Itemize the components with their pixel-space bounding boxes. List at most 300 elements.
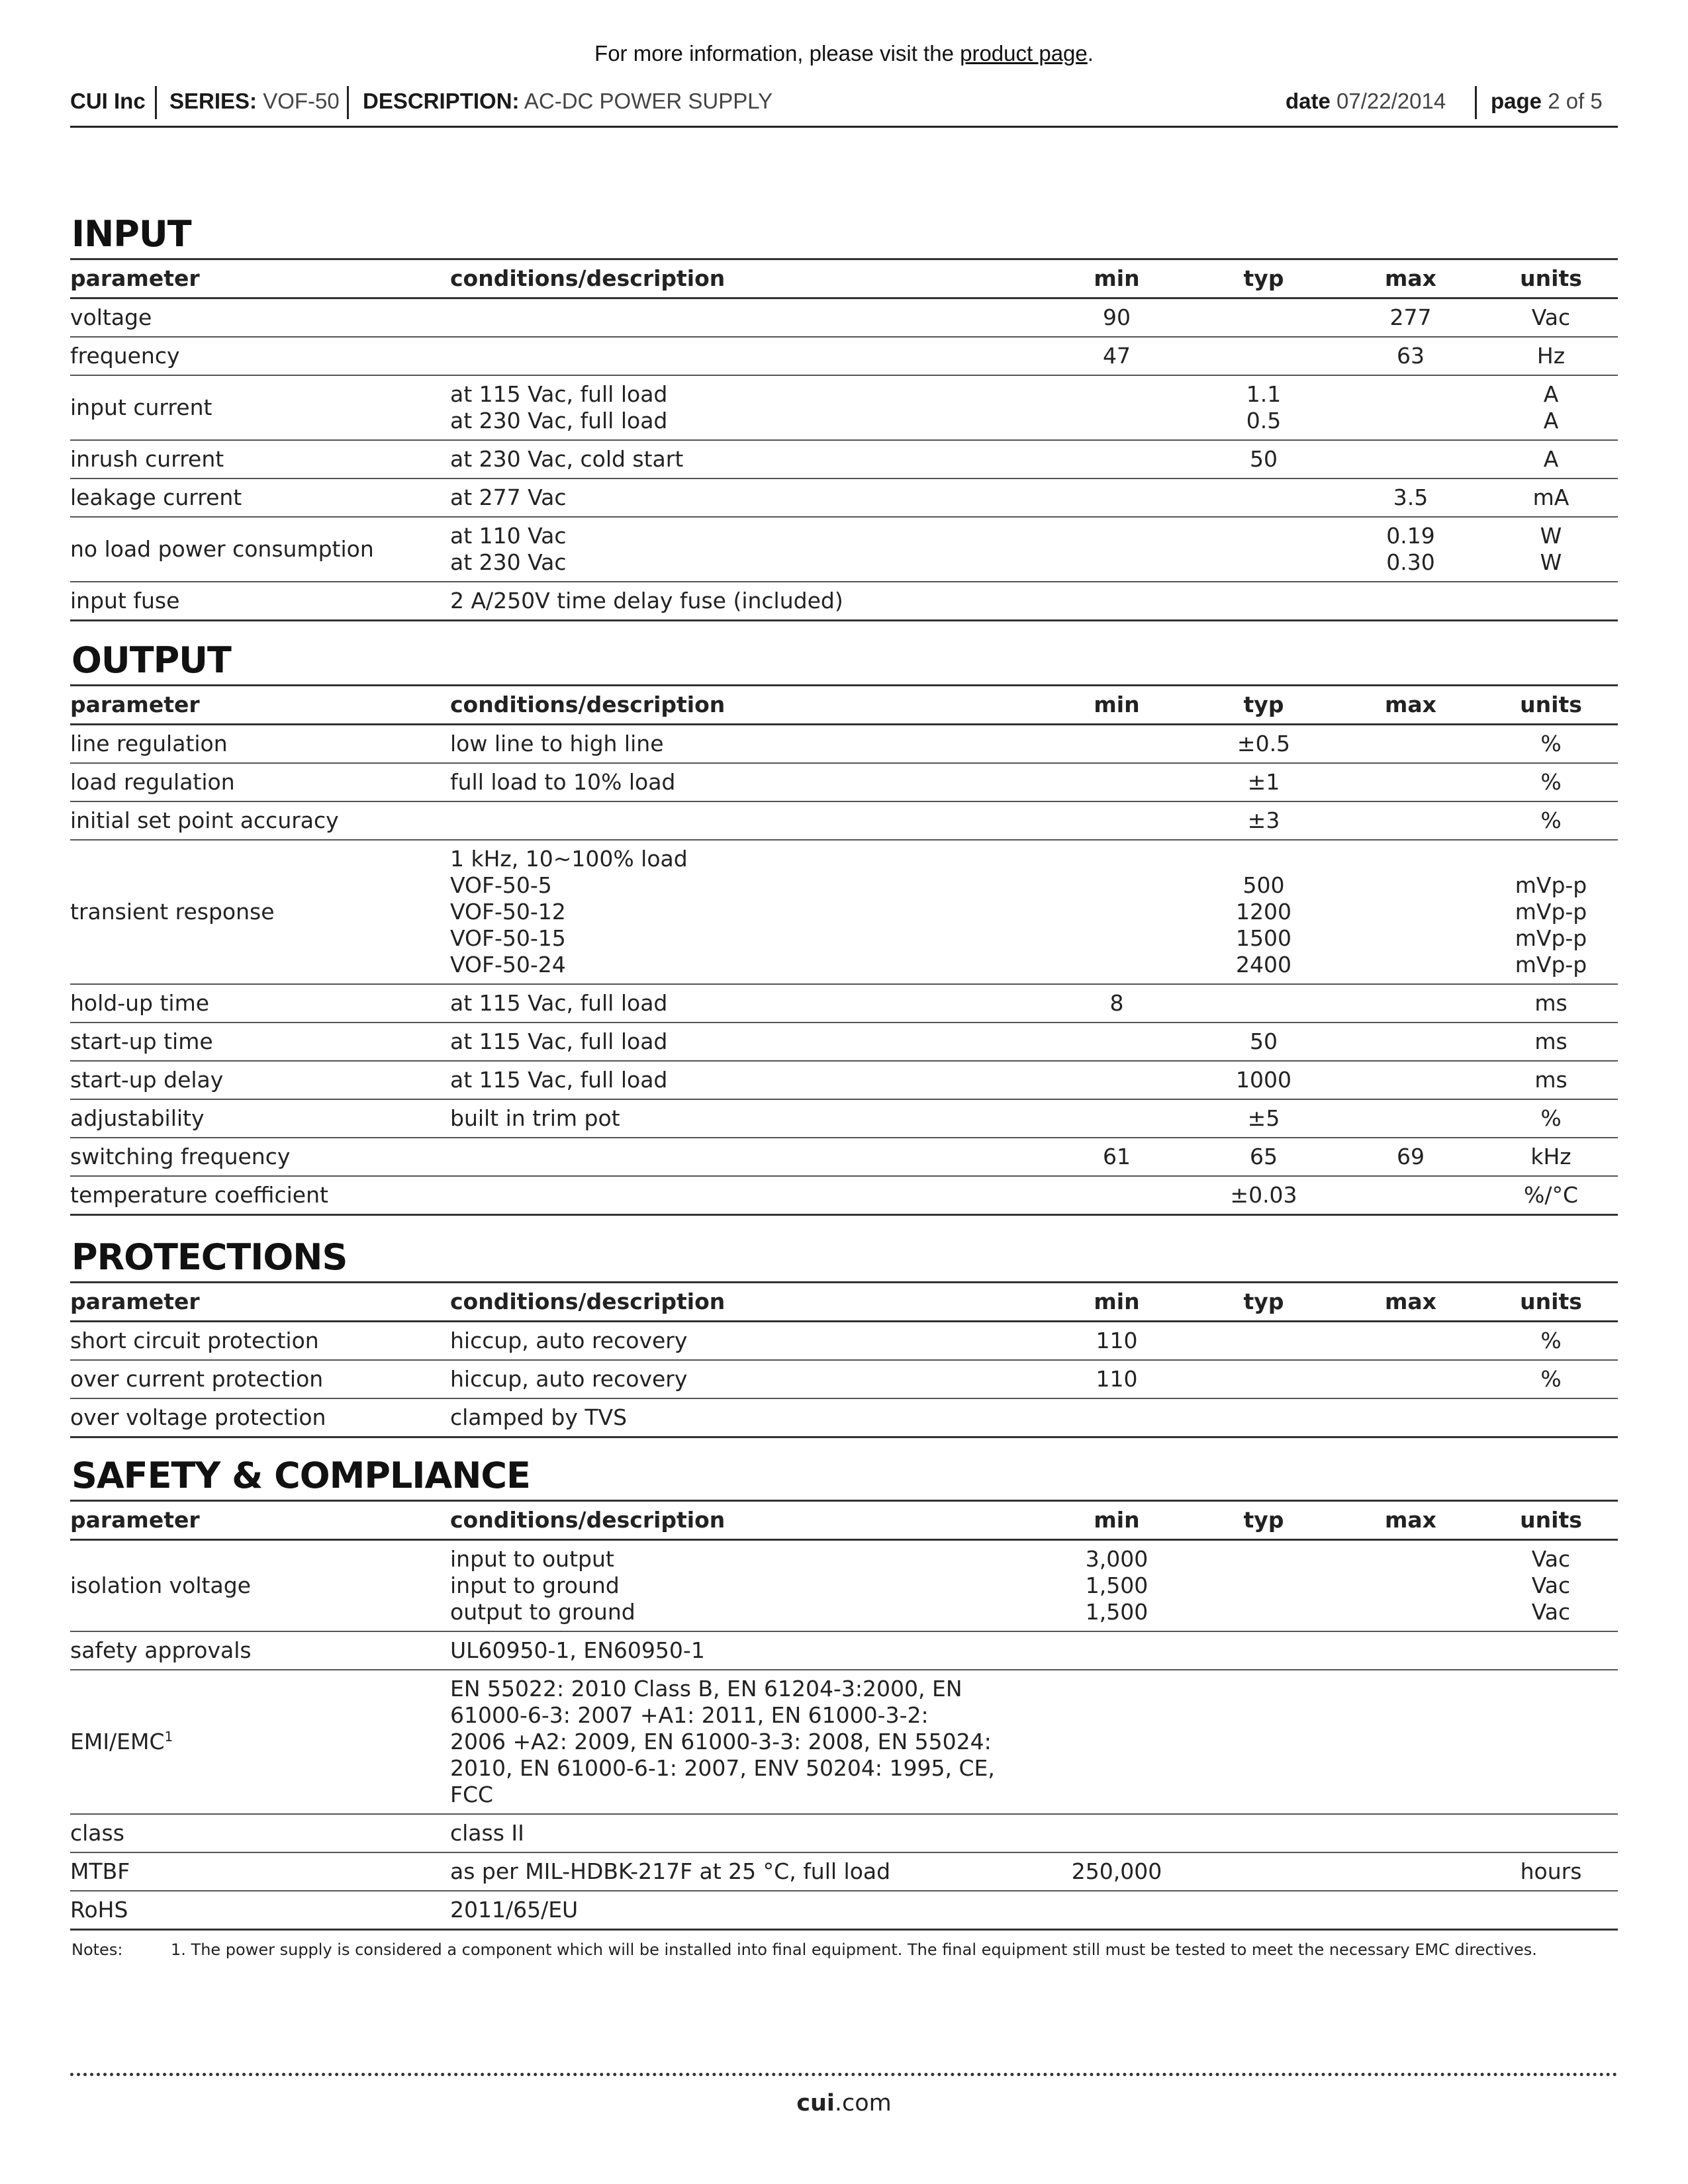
units-line: mVp-p	[1515, 872, 1587, 898]
parameter-name: EMI/EMC	[70, 1729, 165, 1754]
parameter-cell	[70, 1099, 450, 1138]
max-cell	[1337, 1360, 1484, 1398]
typ-line: 500	[1243, 872, 1285, 898]
conditions-line: low line to high line	[450, 731, 664, 756]
units-cell	[1484, 440, 1618, 478]
description-field: DESCRIPTION: AC-DC POWER SUPPLY	[363, 89, 773, 113]
min-cell	[1043, 440, 1190, 478]
typ-line	[1190, 1328, 1337, 1354]
conditions-line: 2011/65/EU	[450, 1897, 579, 1923]
typ-cell	[1190, 298, 1337, 338]
typ-cell	[1190, 582, 1337, 621]
parameter-cell	[70, 840, 450, 984]
parameter-name: MTBF	[70, 1858, 130, 1884]
units-line: kHz	[1530, 1144, 1571, 1169]
units-line: Vac	[1531, 1546, 1571, 1572]
units-cell	[1484, 1061, 1618, 1099]
units-cell	[1484, 1631, 1618, 1670]
table-row	[70, 517, 1618, 582]
conditions-line: VOF-50-15	[450, 925, 566, 951]
footnote-marker: 1	[164, 1729, 173, 1745]
column-header-typ: typ	[1190, 1501, 1337, 1540]
column-header-parameter: parameter	[70, 1501, 450, 1540]
page-number: page 2 of 5	[1491, 89, 1603, 113]
max-cell	[1337, 375, 1484, 440]
conditions-cell	[450, 1891, 1043, 1930]
date-field: date 07/22/2014	[1286, 89, 1446, 113]
typ-line: ±3	[1247, 807, 1280, 833]
min-cell	[1043, 1176, 1190, 1215]
conditions-line: at 115 Vac, full load	[450, 1028, 668, 1054]
min-line: 110	[1096, 1328, 1138, 1353]
conditions-cell	[450, 1540, 1043, 1632]
series-field: SERIES: VOF-50	[169, 89, 340, 113]
max-cell	[1337, 1891, 1484, 1930]
table-header-row	[70, 686, 1618, 725]
column-header-parameter: parameter	[70, 686, 450, 725]
min-line	[1043, 484, 1190, 511]
typ-cell	[1190, 725, 1337, 764]
parameter-name: input fuse	[70, 588, 180, 614]
units-line: ms	[1534, 1067, 1568, 1093]
typ-line: ±1	[1247, 769, 1280, 795]
conditions-line: hiccup, auto recovery	[450, 1366, 688, 1392]
footer-divider	[70, 2073, 1618, 2076]
column-header-conditions: conditions/description	[450, 259, 1043, 298]
footer-domain: .com	[834, 2090, 892, 2116]
max-line: 0.30	[1386, 549, 1435, 575]
conditions-cell	[450, 440, 1043, 478]
column-header-parameter: parameter	[70, 1283, 450, 1322]
table-row	[70, 478, 1618, 517]
header-divider	[1475, 86, 1477, 119]
max-line	[1337, 1328, 1484, 1354]
table-row	[70, 582, 1618, 621]
conditions-line: class II	[450, 1820, 524, 1846]
column-header-conditions: conditions/description	[450, 1501, 1043, 1540]
column-header-parameter: parameter	[70, 259, 450, 298]
parameter-cell	[70, 375, 450, 440]
units-line: mVp-p	[1515, 899, 1587, 925]
min-cell	[1043, 1023, 1190, 1061]
max-line	[1337, 1366, 1484, 1392]
table-row	[70, 1322, 1618, 1361]
typ-line: 50	[1250, 446, 1278, 472]
parameter-cell	[70, 1398, 450, 1437]
min-line: 110	[1096, 1366, 1138, 1392]
table-row	[70, 337, 1618, 375]
max-cell	[1337, 1099, 1484, 1138]
parameter-cell	[70, 763, 450, 801]
max-line	[1337, 1820, 1484, 1846]
conditions-cell	[450, 337, 1043, 375]
conditions-cell	[450, 1099, 1043, 1138]
typ-line	[1190, 536, 1337, 563]
max-cell	[1337, 725, 1484, 764]
max-line	[1337, 899, 1484, 925]
max-cell	[1337, 1023, 1484, 1061]
max-line	[1337, 1105, 1484, 1132]
max-cell	[1337, 298, 1484, 338]
max-cell	[1337, 840, 1484, 984]
parameter-name: RoHS	[70, 1897, 128, 1923]
conditions-cell	[450, 1670, 1043, 1814]
typ-cell	[1190, 517, 1337, 582]
table-row	[70, 984, 1618, 1023]
min-line	[1043, 588, 1190, 614]
parameter-name: switching frequency	[70, 1144, 291, 1169]
units-line: ms	[1534, 990, 1568, 1016]
parameter-name: load regulation	[70, 769, 235, 795]
table-row	[70, 440, 1618, 478]
product-page-link[interactable]: product page	[960, 41, 1088, 66]
max-cell	[1337, 763, 1484, 801]
table-row	[70, 1814, 1618, 1852]
max-cell	[1337, 1852, 1484, 1891]
parameter-cell	[70, 1540, 450, 1632]
typ-line: ±5	[1247, 1105, 1280, 1131]
column-header-typ: typ	[1190, 259, 1337, 298]
units-cell	[1484, 840, 1618, 984]
conditions-line: 61000-6-3: 2007 +A1: 2011, EN 61000-3-2:	[450, 1702, 929, 1728]
min-line: 61	[1103, 1144, 1131, 1169]
typ-cell	[1190, 984, 1337, 1023]
typ-line: 1500	[1236, 925, 1291, 951]
conditions-line: 2010, EN 61000-6-1: 2007, ENV 50204: 1995, CE,	[450, 1755, 995, 1781]
min-line	[1043, 769, 1190, 796]
units-cell	[1484, 1398, 1618, 1437]
max-line	[1337, 446, 1484, 473]
max-line	[1337, 769, 1484, 796]
parameter-name: no load power consumption	[70, 536, 374, 562]
units-cell	[1484, 478, 1618, 517]
max-line	[1337, 588, 1484, 614]
units-line: ms	[1534, 1028, 1568, 1054]
min-cell	[1043, 984, 1190, 1023]
units-line: %	[1540, 769, 1562, 795]
max-cell	[1337, 478, 1484, 517]
conditions-cell	[450, 1631, 1043, 1670]
footer	[0, 2090, 1688, 2116]
units-cell	[1484, 298, 1618, 338]
units-line	[1484, 1897, 1618, 1923]
table-row	[70, 298, 1618, 338]
units-cell	[1484, 1138, 1618, 1176]
conditions-cell	[450, 984, 1043, 1023]
parameter-name: leakage current	[70, 484, 242, 510]
conditions-line: VOF-50-5	[450, 872, 552, 898]
min-cell	[1043, 582, 1190, 621]
table-row	[70, 1631, 1618, 1670]
conditions-line: EN 55022: 2010 Class B, EN 61204-3:2000, EN	[450, 1676, 962, 1702]
units-line	[1484, 1820, 1618, 1846]
conditions-line: full load to 10% load	[450, 769, 676, 795]
min-line	[1043, 1028, 1190, 1055]
parameter-cell	[70, 801, 450, 840]
notes	[71, 1940, 1619, 1959]
units-cell	[1484, 1540, 1618, 1632]
column-header-min: min	[1043, 686, 1190, 725]
max-line	[1337, 731, 1484, 757]
conditions-line: input to ground	[450, 1572, 620, 1598]
conditions-line: at 110 Vac	[450, 523, 567, 549]
min-line: 47	[1103, 343, 1131, 369]
conditions-line: UL60950-1, EN60950-1	[450, 1637, 705, 1663]
max-line	[1337, 1897, 1484, 1923]
typ-line	[1190, 846, 1337, 872]
typ-cell	[1190, 840, 1337, 984]
units-line: %	[1540, 731, 1562, 756]
units-line: Vac	[1531, 1572, 1571, 1598]
typ-line	[1190, 990, 1337, 1017]
typ-line	[1190, 588, 1337, 614]
section-title-input: INPUT	[71, 213, 191, 255]
parameter-cell	[70, 1176, 450, 1215]
parameter-cell	[70, 517, 450, 582]
units-cell	[1484, 1360, 1618, 1398]
conditions-line: 2006 +A2: 2009, EN 61000-3-3: 2008, EN 55024:	[450, 1729, 992, 1754]
min-cell	[1043, 1631, 1190, 1670]
units-cell	[1484, 1852, 1618, 1891]
typ-cell	[1190, 763, 1337, 801]
units-cell	[1484, 1176, 1618, 1215]
table-row	[70, 725, 1618, 764]
table-row	[70, 1176, 1618, 1215]
conditions-cell	[450, 1023, 1043, 1061]
max-cell	[1337, 1061, 1484, 1099]
units-line: %	[1540, 807, 1562, 833]
max-cell	[1337, 1631, 1484, 1670]
typ-line: 0.5	[1246, 408, 1282, 433]
parameter-name: class	[70, 1820, 124, 1846]
table-header-row	[70, 1283, 1618, 1322]
units-line	[1484, 1404, 1618, 1431]
conditions-line	[450, 1144, 1043, 1170]
typ-cell	[1190, 1176, 1337, 1215]
min-line	[1043, 1404, 1190, 1431]
conditions-cell	[450, 1322, 1043, 1361]
typ-cell	[1190, 1023, 1337, 1061]
section-title-safety: SAFETY & COMPLIANCE	[71, 1455, 530, 1496]
max-line: 63	[1397, 343, 1425, 369]
conditions-line	[450, 807, 1043, 834]
conditions-line: 2 A/250V time delay fuse (included)	[450, 588, 843, 614]
units-cell	[1484, 1891, 1618, 1930]
min-cell	[1043, 1540, 1190, 1632]
conditions-cell	[450, 725, 1043, 764]
max-line: 69	[1397, 1144, 1425, 1169]
max-cell	[1337, 1670, 1484, 1814]
conditions-line: hiccup, auto recovery	[450, 1328, 688, 1353]
parameter-cell	[70, 298, 450, 338]
min-line	[1043, 536, 1190, 563]
typ-cell	[1190, 1099, 1337, 1138]
units-cell	[1484, 763, 1618, 801]
parameter-name: start-up time	[70, 1028, 213, 1054]
parameter-cell	[70, 1814, 450, 1852]
units-line: hours	[1520, 1858, 1582, 1884]
table-row	[70, 840, 1618, 984]
units-line	[1484, 1729, 1618, 1755]
parameter-cell	[70, 1670, 450, 1814]
conditions-line	[450, 304, 1043, 331]
conditions-line: 1 kHz, 10~100% load	[450, 846, 688, 872]
table-row	[70, 763, 1618, 801]
min-cell	[1043, 1138, 1190, 1176]
max-line	[1337, 1729, 1484, 1755]
max-cell	[1337, 1138, 1484, 1176]
safety-table	[70, 1500, 1618, 1931]
column-header-max: max	[1337, 1501, 1484, 1540]
min-line	[1043, 899, 1190, 925]
typ-line	[1190, 343, 1337, 369]
units-line: mVp-p	[1515, 925, 1587, 951]
max-line	[1337, 1182, 1484, 1208]
max-cell	[1337, 582, 1484, 621]
parameter-name: start-up delay	[70, 1067, 224, 1093]
parameter-cell	[70, 1891, 450, 1930]
conditions-line: at 115 Vac, full load	[450, 381, 668, 407]
input-table	[70, 258, 1618, 621]
protections-table	[70, 1281, 1618, 1438]
table-row	[70, 801, 1618, 840]
min-line: 3,000	[1085, 1546, 1149, 1572]
column-header-max: max	[1337, 259, 1484, 298]
units-line: mVp-p	[1515, 952, 1587, 978]
section-title-protections: PROTECTIONS	[71, 1236, 348, 1278]
column-header-min: min	[1043, 259, 1190, 298]
units-line: %	[1540, 1366, 1562, 1392]
max-cell	[1337, 1398, 1484, 1437]
min-cell	[1043, 1360, 1190, 1398]
typ-line: 2400	[1236, 952, 1291, 978]
column-header-typ: typ	[1190, 1283, 1337, 1322]
parameter-cell	[70, 1322, 450, 1361]
min-cell	[1043, 1852, 1190, 1891]
table-row	[70, 1670, 1618, 1814]
column-header-min: min	[1043, 1501, 1190, 1540]
units-line: Vac	[1531, 304, 1571, 330]
min-cell	[1043, 725, 1190, 764]
conditions-cell	[450, 298, 1043, 338]
min-cell	[1043, 1891, 1190, 1930]
parameter-cell	[70, 478, 450, 517]
units-cell	[1484, 375, 1618, 440]
typ-line	[1190, 1572, 1337, 1599]
conditions-line: at 230 Vac	[450, 549, 567, 575]
conditions-cell	[450, 1138, 1043, 1176]
min-line	[1043, 1105, 1190, 1132]
typ-line	[1190, 1366, 1337, 1392]
conditions-line: VOF-50-12	[450, 899, 566, 925]
parameter-name: short circuit protection	[70, 1328, 319, 1353]
conditions-line: at 230 Vac, full load	[450, 408, 668, 433]
top-note-tail: .	[1087, 41, 1094, 66]
min-cell	[1043, 298, 1190, 338]
min-line	[1043, 731, 1190, 757]
parameter-cell	[70, 1138, 450, 1176]
header-divider	[347, 86, 349, 119]
min-line	[1043, 807, 1190, 834]
column-header-min: min	[1043, 1283, 1190, 1322]
table-row	[70, 1360, 1618, 1398]
typ-cell	[1190, 1852, 1337, 1891]
section-title-output: OUTPUT	[71, 639, 231, 681]
table-row	[70, 1891, 1618, 1930]
max-cell	[1337, 1540, 1484, 1632]
typ-cell	[1190, 1360, 1337, 1398]
conditions-cell	[450, 840, 1043, 984]
max-line	[1337, 394, 1484, 421]
conditions-cell	[450, 801, 1043, 840]
typ-cell	[1190, 1631, 1337, 1670]
parameter-cell	[70, 725, 450, 764]
min-line: 90	[1103, 304, 1131, 330]
max-line: 3.5	[1393, 484, 1429, 510]
units-line: Hz	[1536, 343, 1566, 369]
units-line: A	[1543, 446, 1559, 472]
table-row	[70, 1398, 1618, 1437]
parameter-cell	[70, 1061, 450, 1099]
min-line: 1,500	[1085, 1599, 1149, 1625]
min-line	[1043, 394, 1190, 421]
typ-line	[1190, 1729, 1337, 1755]
table-row	[70, 1023, 1618, 1061]
footer-brand: cui	[796, 2090, 835, 2116]
conditions-cell	[450, 1061, 1043, 1099]
parameter-name: line regulation	[70, 731, 228, 756]
note-1: 1. The power supply is considered a component which will be installed into final equipment. The final equipment still must be tested to meet the necessary EMC directives.	[171, 1940, 1537, 1959]
units-cell	[1484, 1023, 1618, 1061]
conditions-line: at 115 Vac, full load	[450, 990, 668, 1016]
max-line: 0.19	[1386, 523, 1435, 549]
column-header-units: units	[1484, 686, 1618, 725]
conditions-line	[450, 343, 1043, 369]
table-row	[70, 1138, 1618, 1176]
parameter-cell	[70, 1631, 450, 1670]
min-line: 1,500	[1085, 1572, 1149, 1598]
column-header-units: units	[1484, 1501, 1618, 1540]
typ-line: 1200	[1236, 899, 1291, 925]
min-cell	[1043, 1061, 1190, 1099]
typ-cell	[1190, 1061, 1337, 1099]
units-line: A	[1543, 381, 1559, 407]
typ-cell	[1190, 1398, 1337, 1437]
units-cell	[1484, 725, 1618, 764]
max-cell	[1337, 337, 1484, 375]
parameter-name: transient response	[70, 899, 275, 925]
units-line	[1484, 846, 1618, 872]
units-cell	[1484, 517, 1618, 582]
min-cell	[1043, 1670, 1190, 1814]
units-line	[1484, 588, 1618, 614]
min-cell	[1043, 801, 1190, 840]
min-cell	[1043, 1814, 1190, 1852]
conditions-cell	[450, 1360, 1043, 1398]
typ-line: 1.1	[1246, 381, 1282, 407]
typ-line	[1190, 1820, 1337, 1846]
typ-line	[1190, 1897, 1337, 1923]
units-cell	[1484, 1670, 1618, 1814]
conditions-cell	[450, 1852, 1043, 1891]
min-cell	[1043, 1099, 1190, 1138]
max-cell	[1337, 1322, 1484, 1361]
max-cell	[1337, 517, 1484, 582]
parameter-name: over voltage protection	[70, 1404, 326, 1430]
parameter-cell	[70, 440, 450, 478]
units-line: mA	[1532, 484, 1570, 510]
max-cell	[1337, 984, 1484, 1023]
